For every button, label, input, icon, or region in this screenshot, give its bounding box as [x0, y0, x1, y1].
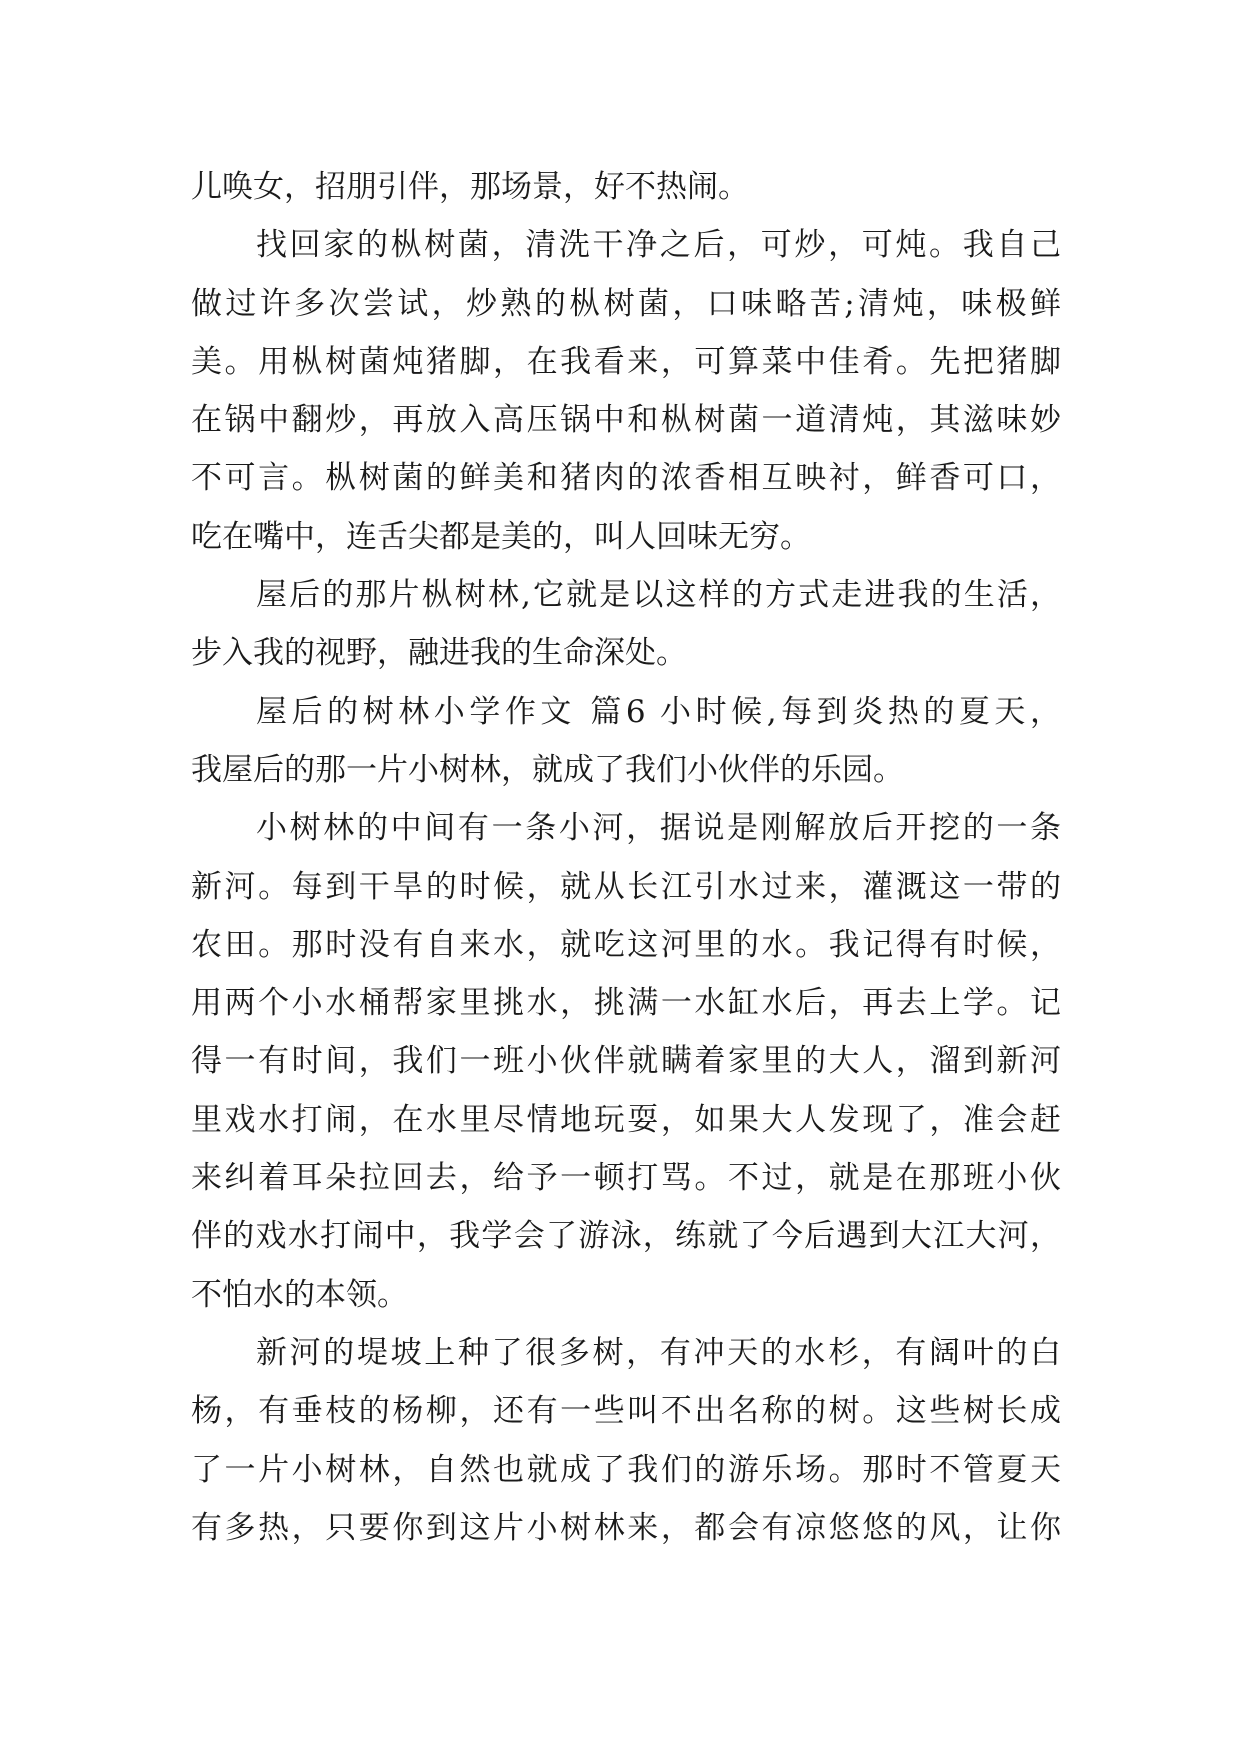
text-line: 在锅中翻炒，再放入高压锅中和枞树菌一道清炖，其滋味妙: [191, 402, 1061, 439]
text-line: 用两个小水桶帮家里挑水，挑满一水缸水后，再去上学。记: [191, 985, 1061, 1022]
text-line: 了一片小树林，自然也就成了我们的游乐场。那时不管夏天: [191, 1451, 1061, 1488]
text-line: 做过许多次尝试，炒熟的枞树菌，口味略苦;清炖，味极鲜: [191, 285, 1061, 322]
text-line: 步入我的视野，融进我的生命深处。: [191, 635, 687, 672]
text-line: 伴的戏水打闹中，我学会了游泳，练就了今后遇到大江大河，: [191, 1218, 1061, 1255]
text-line: 有多热，只要你到这片小树林来，都会有凉悠悠的风，让你: [191, 1509, 1061, 1546]
text-line: 儿唤女，招朋引伴，那场景，好不热闹。: [191, 169, 749, 205]
text-line: 来纠着耳朵拉回去，给予一顿打骂。不过，就是在那班小伙: [191, 1160, 1061, 1197]
text-line: 新河的堤坡上种了很多树，有冲天的水杉，有阔叶的白: [256, 1334, 1061, 1371]
text-line: 杨，有垂枝的杨柳，还有一些叫不出名称的树。这些树长成: [191, 1393, 1061, 1430]
text-line: 屋后的树林小学作文 篇6 小时候,每到炎热的夏天，: [256, 693, 1061, 730]
essay-text: [191, 158, 1061, 1557]
text-line: 里戏水打闹，在水里尽情地玩耍，如果大人发现了，准会赶: [191, 1101, 1061, 1138]
text-line: 小树林的中间有一条小河，据说是刚解放后开挖的一条: [256, 810, 1061, 847]
text-line: 新河。每到干旱的时候，就从长江引水过来，灌溉这一带的: [191, 868, 1061, 905]
text-line: 找回家的枞树菌，清洗干净之后，可炒，可炖。我自己: [256, 227, 1061, 264]
text-line: 我屋后的那一片小树林，就成了我们小伙伴的乐园。: [191, 751, 904, 788]
text-line: 不可言。枞树菌的鲜美和猪肉的浓香相互映衬，鲜香可口，: [191, 460, 1061, 497]
text-line: 吃在嘴中，连舌尖都是美的，叫人回味无穷。: [191, 518, 811, 555]
text-line: 美。用枞树菌炖猪脚，在我看来，可算菜中佳肴。先把猪脚: [191, 343, 1061, 380]
text-line: 屋后的那片枞树林,它就是以这样的方式走进我的生活，: [256, 577, 1061, 614]
text-line: 不怕水的本领。: [191, 1276, 408, 1313]
text-line: 农田。那时没有自来水，就吃这河里的水。我记得有时候，: [191, 926, 1061, 963]
text-line: 得一有时间，我们一班小伙伴就瞒着家里的大人，溜到新河: [191, 1043, 1061, 1080]
